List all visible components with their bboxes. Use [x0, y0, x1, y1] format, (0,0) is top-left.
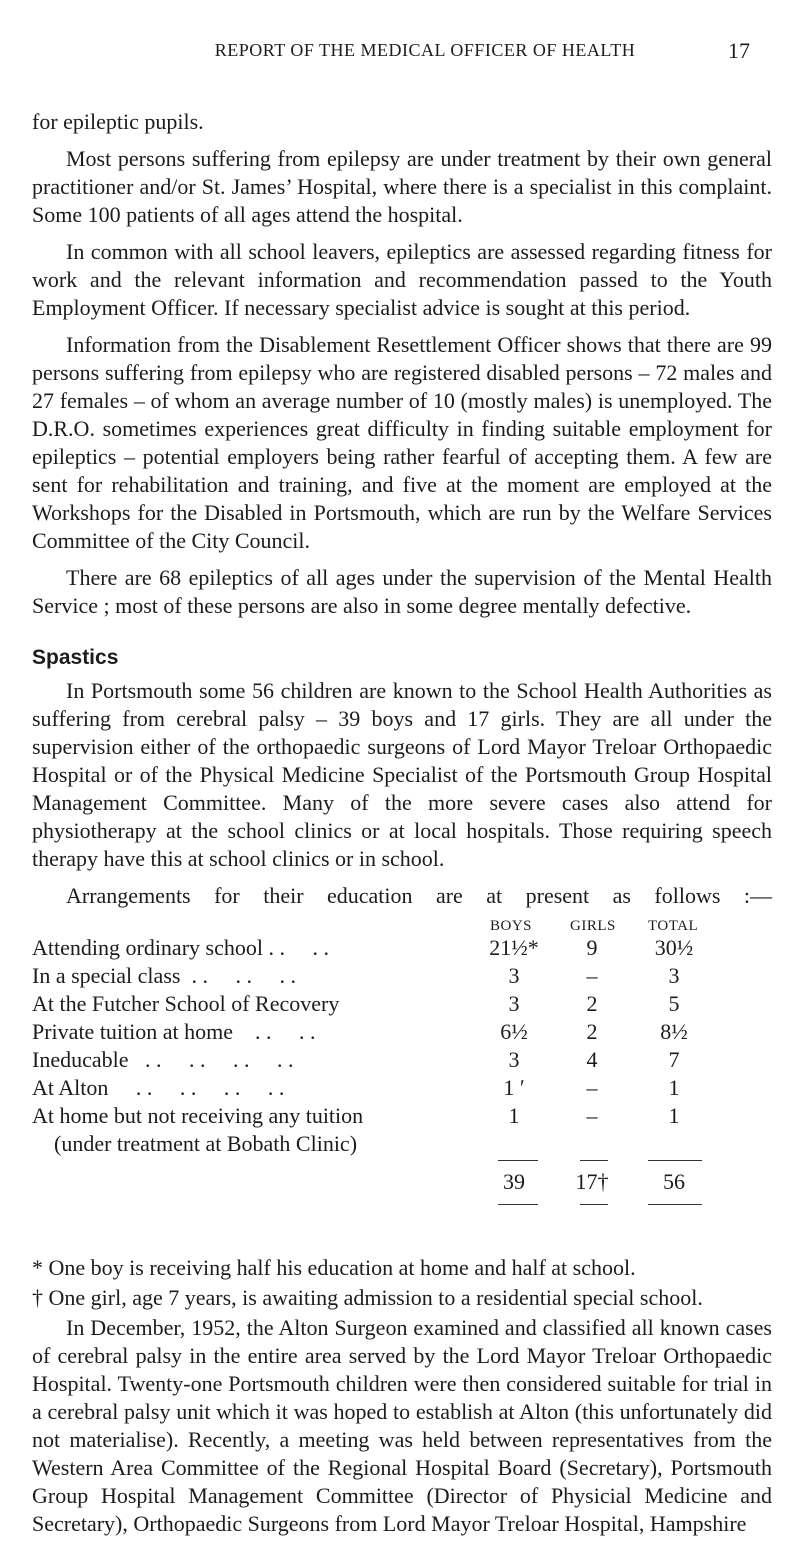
- cell-boys: 3: [508, 963, 520, 988]
- cell-girls: –: [586, 1075, 598, 1100]
- cell-total: 7: [668, 1047, 680, 1072]
- rule-line: [648, 1160, 702, 1161]
- dot-leader: . . . . . . . .: [108, 1075, 285, 1100]
- cell-boys: 6½: [500, 1019, 528, 1044]
- table-row: [32, 934, 772, 962]
- cell-girls: 2: [586, 1019, 598, 1044]
- table-row: [32, 1102, 772, 1130]
- page-number: 17: [728, 38, 750, 63]
- cell-girls: –: [586, 963, 598, 988]
- rule-line: [498, 1160, 538, 1161]
- table-row: [32, 990, 772, 1018]
- row-label: Ineducable: [32, 1047, 129, 1072]
- body-text: [32, 108, 772, 1547]
- row-label: (under treatment at Bobath Clinic): [54, 1131, 358, 1156]
- paragraph: Most persons suffering from epilepsy are under treatment by their own general practitioner and/or St. James’ Hospital, where there is a specialist in this complaint. Some 100 patients of all ages attend the hospital.: [32, 146, 772, 227]
- table-row: [32, 1046, 772, 1074]
- rule-line: [648, 1204, 702, 1205]
- column-header-total: TOTAL: [648, 918, 699, 934]
- row-label: Private tuition at home: [32, 1019, 234, 1044]
- education-table: [32, 912, 772, 1252]
- cell-girls: 9: [586, 935, 598, 960]
- dot-leader: . . . . . . . .: [128, 1047, 294, 1072]
- cell-girls: 4: [586, 1047, 598, 1072]
- row-label: At home but not receiving any tuition: [32, 1103, 364, 1128]
- cell-girls: –: [586, 1103, 598, 1128]
- table-row: [32, 1074, 772, 1102]
- row-label: Attending ordinary school: [32, 935, 263, 960]
- section-heading-spastics: Spastics: [32, 646, 119, 669]
- cell-total: 8½: [660, 1019, 688, 1044]
- cell-girls: 2: [586, 991, 598, 1016]
- row-label: At the Futcher School of Recovery: [32, 991, 340, 1016]
- footnotes: [32, 1254, 772, 1312]
- footnote: * One boy is receiving half his education at home and half at school.: [32, 1255, 636, 1280]
- cell-total: 5: [668, 991, 680, 1016]
- rule-line: [498, 1204, 538, 1205]
- cell-boys: 3: [508, 1047, 520, 1072]
- paragraph: In December, 1952, the Alton Surgeon examined and classified all known cases of cerebral palsy in the entire area served by the Lord Mayor Treloar Orthopaedic Hospital. Twenty-one Portsmouth children were then considered suitable for trial in a cerebral palsy unit which it was hoped to establish at Alton (this unfortunately did not materialise). Recently, a meeting was held between representatives from the Western Area Committee of the Regional Hospital Board (Secretary), Portsmouth Group Hospital Management Committee (Director of Physicial Medicine and Secretary), Orthopaedic Surgeons from Lord Mayor Treloar Hospital, Hampshire: [32, 1315, 772, 1536]
- table-totals-row: [32, 1168, 772, 1196]
- row-label: In a special class: [32, 963, 181, 988]
- rule-line: [580, 1204, 608, 1205]
- rule-line: [580, 1160, 608, 1161]
- paragraph: Information from the Disablement Resettlement Officer shows that there are 99 persons suffering from epilepsy who are registered disabled persons – 72 males and 27 females – of whom an average number of 10 (mostly males) is unemployed. The D.R.O. sometimes experiences great difficulty in finding suitable employment for epileptics – potential employers being rather fearful of accepting them. A few are sent for rehabilitation and training, and five at the moment are employed at the Workshops for the Disabled in Portsmouth, which are run by the Welfare Services Committee of the City Council.: [32, 332, 772, 553]
- dot-leader: . . . . . .: [180, 963, 296, 988]
- paragraph-arrangements: Arrangements for their education are at present as follows :—: [66, 883, 772, 908]
- row-label: At Alton: [32, 1075, 109, 1100]
- cell-total: 30½: [654, 935, 694, 960]
- page-header: [0, 40, 800, 70]
- cell-total: 3: [668, 963, 680, 988]
- running-title: REPORT OF THE MEDICAL OFFICER OF HEALTH: [214, 40, 636, 60]
- footnote: † One girl, age 7 years, is awaiting admission to a residential special school.: [32, 1285, 703, 1310]
- table-row: [32, 1018, 772, 1046]
- table-row: [32, 1130, 772, 1158]
- dot-leader: . . . .: [233, 1019, 316, 1044]
- table-row: [32, 962, 772, 990]
- total-girls: 17†: [575, 1169, 609, 1194]
- paragraph: for epileptic pupils.: [32, 109, 204, 134]
- column-header-girls: GIRLS: [570, 918, 616, 934]
- cell-total: 1: [668, 1103, 680, 1128]
- cell-boys: 1: [508, 1103, 520, 1128]
- cell-boys: 3: [508, 991, 520, 1016]
- cell-total: 1: [668, 1075, 680, 1100]
- paragraph: In Portsmouth some 56 children are known to the School Health Authorities as suffering from cerebral palsy – 39 boys and 17 girls. They are all under the supervision either of the orthopaedic surgeons of Lord Mayor Treloar Orthopaedic Hospital or of the Physical Medicine Specialist of the Portsmouth Group Hospital Management Committee. Many of the more severe cases also attend for physiotherapy at the school clinics or at local hospitals. Those requiring speech therapy have this at school clinics or in school.: [32, 678, 772, 871]
- column-header-boys: BOYS: [490, 918, 533, 934]
- total-total: 56: [663, 1169, 685, 1194]
- paragraph: In common with all school leavers, epileptics are assessed regarding fitness for work and the relevant information and recommendation passed to the Youth Employment Officer. If necessary specialist advice is sought at this period.: [32, 239, 772, 320]
- cell-boys: 1 ʹ: [503, 1075, 525, 1100]
- paragraph: There are 68 epileptics of all ages under the supervision of the Mental Health Service ; most of these persons are also in some degree mentally defective.: [32, 565, 772, 618]
- dot-leader: . . . .: [262, 935, 329, 960]
- total-boys: 39: [503, 1169, 525, 1194]
- cell-boys: 21½*: [489, 935, 539, 960]
